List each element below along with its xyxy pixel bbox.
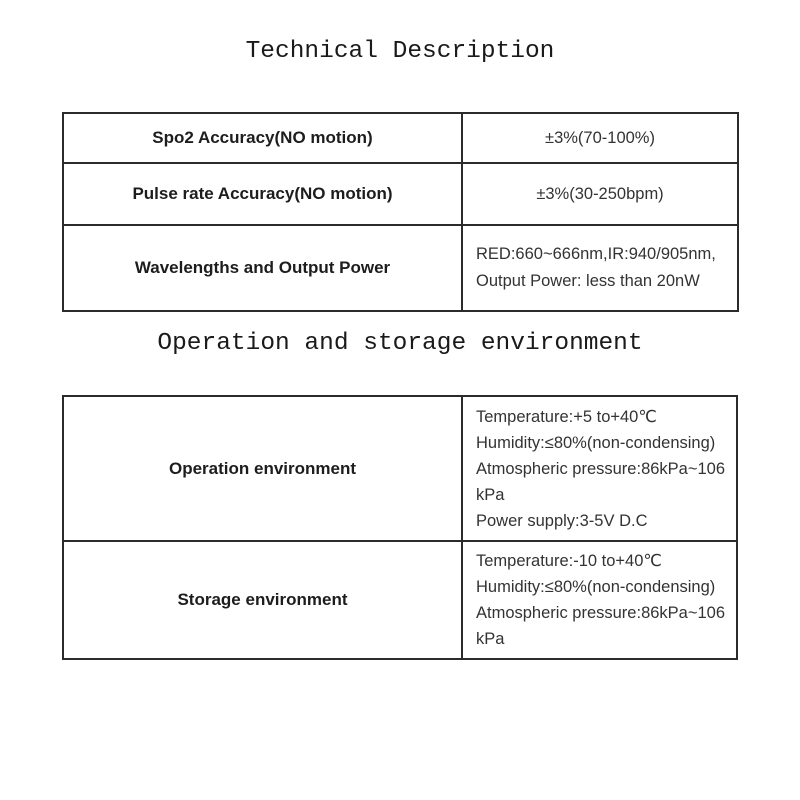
spec-value-storage-environment xyxy=(462,541,737,659)
spec-value-line: Humidity:≤80%(non-condensing) xyxy=(476,578,716,596)
spec-value-spo2-accuracy: ±3%(70-100%) xyxy=(462,113,738,163)
table-row-pulse-rate-accuracy xyxy=(63,163,738,225)
spec-value-line: Power supply:3-5V D.C xyxy=(476,511,648,530)
spec-value-line: Output Power: less than 20nW xyxy=(476,272,700,290)
spec-value-line: Atmospheric pressure:86kPa~106 kPa xyxy=(476,604,726,648)
spec-value-pulse-rate-accuracy: ±3%(30-250bpm) xyxy=(462,163,738,225)
spec-value-line: Humidity:≤80%(non-condensing) xyxy=(476,433,716,452)
spec-value-line: Temperature:-10 to+40℃ xyxy=(476,552,662,570)
section-title-technical-description: Technical Description xyxy=(245,38,555,65)
table-row-storage-environment xyxy=(63,541,737,659)
technical-description-table xyxy=(62,112,739,312)
spec-value-line: RED:660~666nm,IR:940/905nm, xyxy=(476,245,716,263)
environment-table xyxy=(62,395,738,660)
spec-value-line: Atmospheric pressure:86kPa~106 kPa xyxy=(476,459,726,504)
section-title-operation-storage-environment: Operation and storage environment xyxy=(157,330,643,357)
spec-label-wavelengths-output-power: Wavelengths and Output Power xyxy=(63,225,462,311)
spec-label-operation-environment: Operation environment xyxy=(63,396,462,541)
table-row-operation-environment xyxy=(63,396,737,541)
table-row-spo2-accuracy xyxy=(63,113,738,163)
table-row-wavelengths-output-power xyxy=(63,225,738,311)
spec-value-wavelengths-output-power xyxy=(462,225,738,311)
spec-value-operation-environment xyxy=(462,396,737,541)
spec-label-pulse-rate-accuracy: Pulse rate Accuracy(NO motion) xyxy=(63,163,462,225)
spec-value-line: Temperature:+5 to+40℃ xyxy=(476,407,657,426)
spec-label-spo2-accuracy: Spo2 Accuracy(NO motion) xyxy=(63,113,462,163)
spec-label-storage-environment: Storage environment xyxy=(63,541,462,659)
